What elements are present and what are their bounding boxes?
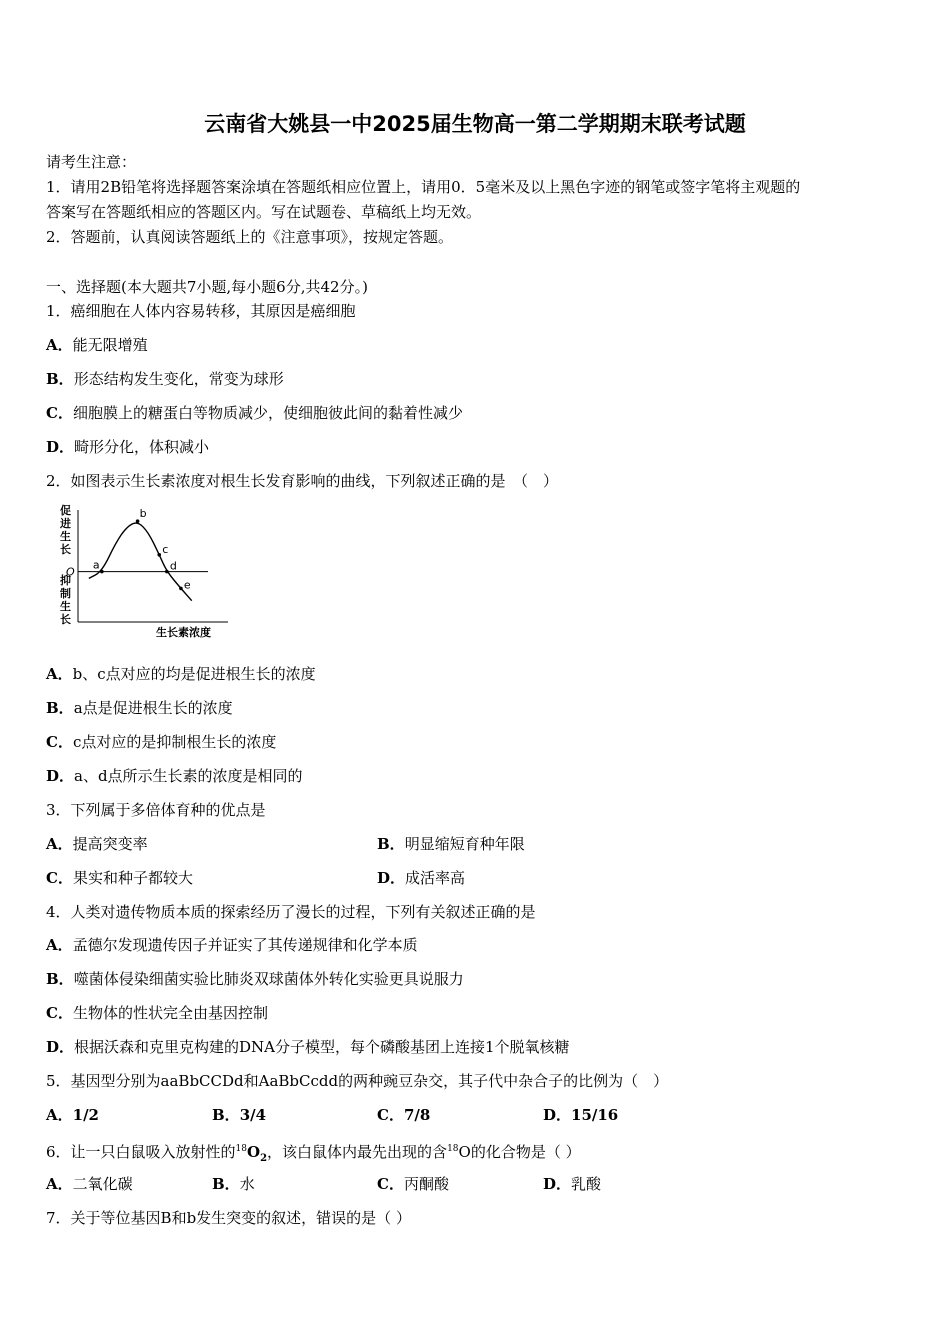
- option-label: A．: [46, 835, 73, 853]
- q4-option-d: [46, 1037, 570, 1057]
- q6-option-c: [377, 1174, 449, 1194]
- q5-options-row: [46, 1105, 906, 1125]
- q3-option-b: [377, 834, 525, 854]
- q6-oxygen: O: [247, 1143, 261, 1161]
- option-text: 3/4: [239, 1106, 267, 1124]
- option-label: A．: [46, 336, 73, 354]
- option-text: 形态结构发生变化，常变为球形: [73, 370, 284, 388]
- option-text: 二氧化碳: [72, 1175, 133, 1193]
- q1-option-a: [46, 335, 148, 355]
- chart-point-label-d: d: [169, 559, 177, 573]
- option-text: 畸形分化，体积减小: [74, 438, 210, 456]
- option-text: 果实和种子都较大: [72, 869, 193, 887]
- q1-option-c: [46, 403, 463, 423]
- chart-x-label: 生长素浓度: [156, 626, 211, 639]
- option-label: C．: [377, 1106, 404, 1124]
- q2-stem: 2．如图表示生长素浓度对根生长发育影响的曲线，下列叙述正确的是 （ ）: [46, 472, 559, 490]
- chart-point-label-a: a: [92, 558, 100, 572]
- chart-point-e: [179, 587, 183, 591]
- option-text: 提高突变率: [72, 835, 148, 853]
- option-label: B．: [212, 1175, 240, 1193]
- option-text: b、c点对应的均是促进根生长的浓度: [72, 665, 316, 683]
- option-text: c点对应的是抑制根生长的浓度: [72, 733, 277, 751]
- option-text: 水: [239, 1175, 255, 1193]
- option-label: D．: [46, 438, 75, 456]
- q6-stem: [46, 1139, 581, 1169]
- option-label: D．: [543, 1175, 572, 1193]
- option-label: B．: [46, 699, 74, 717]
- q3-option-d: [377, 868, 465, 888]
- option-label: D．: [46, 1038, 75, 1056]
- q2-option-d: [46, 766, 303, 786]
- notice-heading: 请考生注意：: [46, 153, 137, 171]
- option-label: D．: [543, 1106, 572, 1124]
- q5-option-c: [377, 1105, 430, 1125]
- q5-option-b: [212, 1105, 266, 1125]
- q5-option-d: [543, 1105, 618, 1125]
- option-label: C．: [46, 404, 73, 422]
- option-text: a、d点所示生长素的浓度是相同的: [74, 767, 303, 785]
- option-text: 明显缩短育种年限: [404, 835, 525, 853]
- option-text: 15/16: [571, 1106, 619, 1124]
- option-label: A．: [46, 936, 73, 954]
- option-label: A．: [46, 665, 73, 683]
- q6-isotope-2: 18: [447, 1144, 459, 1154]
- q2-option-a: [46, 664, 316, 684]
- chart-point-label-b: b: [139, 507, 147, 521]
- notice-item-2: 2．答题前，认真阅读答题纸上的《注意事项》，按规定答题。: [46, 228, 454, 246]
- chart-axes: [78, 510, 228, 622]
- option-label: C．: [377, 1175, 404, 1193]
- q2-option-c: [46, 732, 276, 752]
- chart-y-labels: [59, 503, 71, 626]
- q6-stem-mid: ，该白鼠体内最先出现的含: [267, 1143, 448, 1161]
- q6-isotope-1: 18: [235, 1144, 247, 1154]
- option-text: 细胞膜上的糖蛋白等物质减少，使细胞彼此间的黏着性减少: [72, 404, 463, 422]
- option-label: D．: [46, 767, 75, 785]
- chart-origin-label: O: [66, 565, 75, 579]
- q1-option-d: [46, 437, 209, 457]
- option-text: 生物体的性状完全由基因控制: [72, 1004, 268, 1022]
- option-label: C．: [46, 733, 73, 751]
- q6-subscript: 2: [260, 1153, 268, 1164]
- q4-stem: 4．人类对遗传物质本质的探索经历了漫长的过程，下列有关叙述正确的是: [46, 903, 536, 921]
- q6-option-b: [212, 1174, 255, 1194]
- option-text: 能无限增殖: [72, 336, 148, 354]
- q3-option-c: [46, 868, 193, 888]
- q6-option-d: [543, 1174, 601, 1194]
- option-label: B．: [46, 370, 74, 388]
- chart-point-label-e: e: [183, 578, 191, 592]
- notice-item-1-line-1: 1．请用2B铅笔将选择题答案涂填在答题纸相应位置上，请用0．5毫米及以上黑色字迹的钢笔或签字笔将主观题的: [46, 178, 801, 196]
- chart-y-label-promote: 促进生长: [60, 504, 71, 556]
- q2-option-b: [46, 698, 233, 718]
- option-label: B．: [212, 1106, 240, 1124]
- option-label: B．: [46, 970, 74, 988]
- q6-option-a: [46, 1174, 133, 1194]
- option-text: 噬菌体侵染细菌实验比肺炎双球菌体外转化实验更具说服力: [73, 970, 464, 988]
- option-text: 成活率高: [405, 869, 466, 887]
- auxin-curve-chart: [56, 500, 236, 640]
- q3-option-a: [46, 834, 148, 854]
- notice-item-1-line-2: 答案写在答题纸相应的答题区内。写在试题卷、草稿纸上均无效。: [46, 203, 482, 221]
- q3-options-row-2: [46, 868, 906, 888]
- q7-stem: 7．关于等位基因B和b发生突变的叙述，错误的是（ ）: [46, 1209, 411, 1227]
- option-text: a点是促进根生长的浓度: [73, 699, 233, 717]
- option-label: C．: [46, 1004, 73, 1022]
- chart-point-a: [100, 570, 104, 574]
- section-heading: 一、选择题(本大题共7小题,每小题6分,共42分。): [46, 278, 368, 296]
- q1-option-b: [46, 369, 284, 389]
- option-text: 孟德尔发现遗传因子并证实了其传递规律和化学本质: [72, 936, 418, 954]
- q1-stem: 1．癌细胞在人体内容易转移，其原因是癌细胞: [46, 302, 356, 320]
- q4-option-b: [46, 969, 464, 989]
- chart-point-d: [165, 570, 169, 574]
- option-label: B．: [377, 835, 405, 853]
- option-text: 乳酸: [571, 1175, 602, 1193]
- option-text: 1/2: [72, 1106, 99, 1124]
- option-text: 根据沃森和克里克构建的DNA分子模型，每个磷酸基团上连接1个脱氧核糖: [74, 1038, 570, 1056]
- chart-point-c: [157, 553, 161, 557]
- option-label: C．: [46, 869, 73, 887]
- option-label: D．: [377, 869, 406, 887]
- chart-point-label-c: c: [162, 542, 169, 556]
- q6-stem-post: O的化合物是（ ）: [458, 1143, 581, 1161]
- option-text: 7/8: [403, 1106, 431, 1124]
- q6-options-row: [46, 1174, 906, 1194]
- chart-y-label-inhibit: 抑制生长: [60, 574, 71, 626]
- option-label: A．: [46, 1106, 73, 1124]
- q3-options-row-1: [46, 834, 906, 854]
- q3-stem: 3．下列属于多倍体育种的优点是: [46, 801, 266, 819]
- q5-option-a: [46, 1105, 99, 1125]
- q4-option-c: [46, 1003, 268, 1023]
- q4-option-a: [46, 935, 418, 955]
- page-title: 云南省大姚县一中2025届生物高一第二学期期末联考试题: [204, 112, 746, 136]
- option-text: 丙酮酸: [403, 1175, 449, 1193]
- option-label: A．: [46, 1175, 73, 1193]
- q6-stem-pre: 6．让一只白鼠吸入放射性的: [46, 1143, 236, 1161]
- chart-points: [93, 507, 191, 591]
- q5-stem: 5．基因型分别为aaBbCCDd和AaBbCcdd的两种豌豆杂交，其子代中杂合子的比例为（ ）: [46, 1072, 669, 1090]
